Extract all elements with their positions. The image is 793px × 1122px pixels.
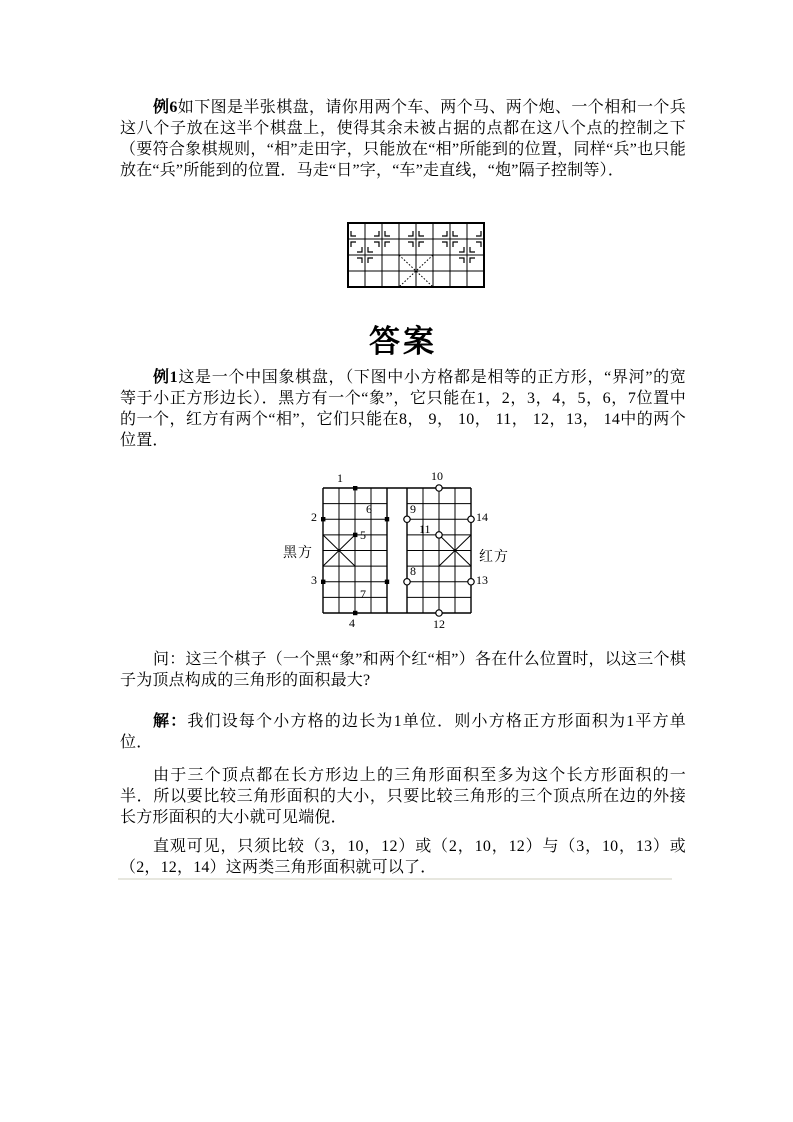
solution-para2-text: 由于三个顶点都在长方形边上的三角形面积至多为这个长方形面积的一半．所以要比较三角形面积的大小，只要比较三角形的三个顶点所在边的外接长方形面积的大小就可见端倪． (120, 767, 686, 826)
point-label-6: 6 (366, 502, 372, 516)
point-label-7: 7 (360, 587, 366, 601)
point-label-4: 4 (349, 616, 355, 630)
point-label-2: 2 (311, 510, 317, 524)
black-point-1 (353, 486, 357, 490)
half-board-svg (346, 221, 486, 291)
paragraph-solution-3 (120, 836, 686, 878)
red-point-9 (404, 516, 410, 522)
red-point-11 (436, 532, 442, 538)
black-point-7 (385, 580, 389, 584)
paragraph-example6 (120, 97, 686, 181)
point-label-10: 10 (431, 469, 443, 483)
xiangqi-board-figure (283, 466, 511, 644)
black-point-2 (321, 517, 325, 521)
black-point-4 (353, 611, 357, 615)
example1-text: 这是一个中国象棋盘，（下图中小方格都是相等的正方形，“界河”的宽等于小正方形边长）．黑方有一个“象”，它只能在1，2，3，4，5，6，7位置中的一个，红方有两个“相”，它们只能在8， 9， 10， 11， 12，13， 14中的两个位置． (120, 369, 686, 449)
example6-text: 如下图是半张棋盘，请你用两个车、两个马、两个炮、一个相和一个兵这八个子放在这半个棋盘上，使得其余未被占据的点都在这八个点的控制之下（要符合象棋规则，“相”走田字，只能放在“相”所能到的位置，同样“兵”也只能放在“兵”所能到的位置．马走“日”字，“车”走直线，“炮”隔子控制等）． (120, 99, 687, 179)
red-point-14 (468, 516, 474, 522)
point-label-8: 8 (410, 564, 416, 578)
example1-label: 例1 (153, 369, 178, 386)
example6-label: 例6 (153, 99, 178, 116)
red-point-12 (436, 610, 442, 616)
solution-label: 解： (153, 713, 188, 730)
point-label-3: 3 (311, 573, 317, 587)
point-label-1: 1 (337, 471, 343, 485)
point-label-11: 11 (419, 522, 431, 536)
paragraph-example1 (120, 367, 686, 451)
point-label-12: 12 (433, 617, 445, 631)
red-point-10 (436, 485, 442, 491)
section-divider (118, 878, 672, 880)
point-label-13: 13 (476, 573, 488, 587)
xiangqi-board-svg (283, 466, 511, 644)
black-point-6 (385, 517, 389, 521)
answer-heading: 答案 (369, 324, 437, 359)
half-board-figure (346, 221, 486, 291)
solution-para3-text: 直观可见，只须比较（3，10，12）或（2，10，12）与（3，10，13）或（2，12，14）这两类三角形面积就可以了． (120, 838, 686, 876)
red-point-13 (468, 579, 474, 585)
red-side-label: 红方 (479, 550, 509, 565)
point-label-14: 14 (476, 510, 488, 524)
red-point-8 (404, 579, 410, 585)
question-label: 问： (153, 651, 186, 668)
black-point-3 (321, 580, 325, 584)
black-point-5 (353, 533, 357, 537)
question-text: 这三个棋子（一个黑“象”和两个红“相”）各在什么位置时，以这三个棋子为顶点构成的三角形的面积最大? (120, 651, 686, 689)
solution-text: 我们设每个小方格的边长为1单位．则小方格正方形面积为1平方单位． (120, 713, 686, 751)
black-side-label: 黑方 (283, 546, 313, 561)
paragraph-solution (120, 711, 686, 753)
point-label-5: 5 (360, 528, 366, 542)
point-label-9: 9 (410, 502, 416, 516)
paragraph-solution-2 (120, 765, 686, 828)
paragraph-question (120, 649, 686, 691)
